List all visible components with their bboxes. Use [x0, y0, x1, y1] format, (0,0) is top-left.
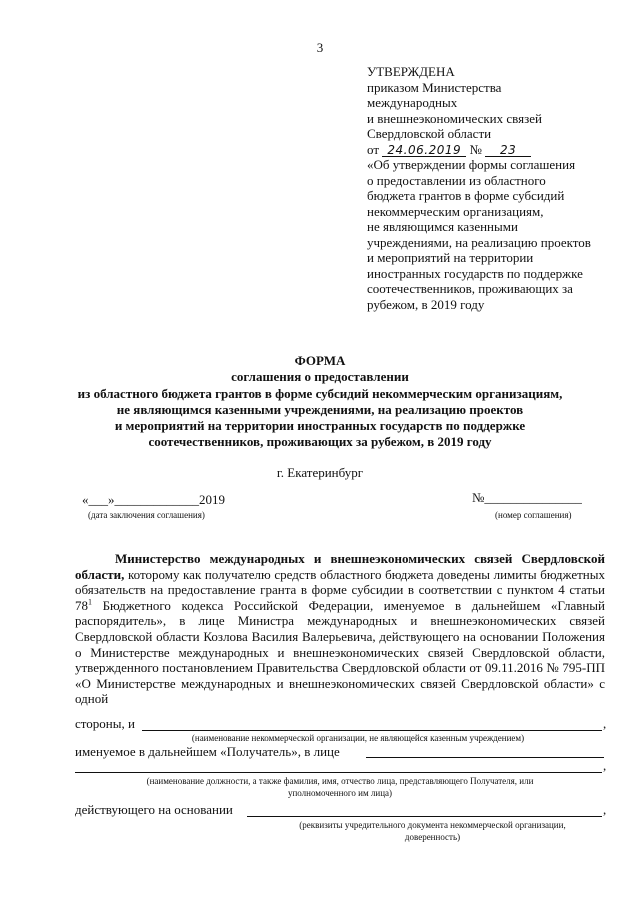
approval-subject-line: и мероприятий на территории — [367, 250, 534, 265]
other-side-label: стороны, и — [75, 716, 135, 731]
approval-date-line — [367, 142, 617, 158]
approval-number: 23 — [485, 144, 531, 157]
basis-caption: доверенность) — [404, 832, 461, 842]
city: г. Екатеринбург — [276, 465, 364, 480]
form-subtitle-line: не являющимся казенными учреждениями, на реализацию проектов — [116, 402, 524, 417]
approval-line: международных — [367, 95, 458, 110]
approval-subject-line: некоммерческим организациям, — [367, 203, 544, 219]
agreement-number-caption: (номер соглашения) — [495, 510, 572, 520]
comma: , — [603, 802, 607, 817]
date-prefix: от — [367, 141, 380, 157]
article-superscript: 1 — [88, 597, 92, 607]
representative-name-blank — [75, 772, 602, 773]
approval-title: УТВЕРЖДЕНА — [367, 64, 455, 79]
organization-name-blank — [142, 730, 602, 731]
approval-subject-line: учреждениями, на реализацию проектов — [367, 234, 591, 250]
number-prefix: № — [469, 141, 482, 157]
approval-block — [367, 64, 617, 312]
page-number: 3 — [316, 40, 324, 55]
organization-caption: (наименование некоммерческой организации, не являющейся казенным учреждением) — [191, 733, 525, 743]
basis-label: действующего на основании — [75, 802, 233, 817]
form-subtitle-line: из областного бюджета грантов в форме субсидий некоммерческим организациям, — [77, 386, 563, 401]
form-subtitle-line: и мероприятий на территории иностранных государств по поддержке — [114, 418, 526, 433]
recipient-representative-blank — [366, 757, 604, 758]
representative-caption: уполномоченного им лица) — [287, 788, 393, 798]
approval-date: 24.06.2019 — [382, 144, 466, 157]
approval-line: Свердловской области — [367, 126, 492, 141]
agreement-number-field: №_______________ — [472, 490, 582, 505]
preamble-text-2: Бюджетного кодекса Российской Федерации, именуемое в дальнейшем «Главный распорядитель», в лице Министра международных и внешнеэкономических связей Свердловской области Козлова Василия Валерьевича, действующего на основании Положения о Министерстве международных и внешнеэкономических связей Свердловской области, утвержденного постановлением Правительства Свердловской области от 09.11.2016 № 795-ПП «О Министерстве международных и внешнеэкономических связей Свердловской области» с одной — [75, 597, 605, 707]
agreement-date-caption: (дата заключения соглашения) — [88, 510, 205, 520]
form-subtitle-line: соотечественников, проживающих за рубежом, в 2019 году — [148, 434, 492, 449]
form-title: ФОРМА — [294, 353, 346, 368]
comma: , — [603, 716, 607, 731]
approval-subject-line: соотечественников, проживающих за — [367, 281, 573, 296]
preamble-text-1: которому как получателю средств областного бюджета доведены лимиты бюджетных обязательств на предоставление гранта в форме субсидии в соответствии с пунктом 4 статьи 78 — [75, 566, 605, 613]
approval-subject-line: рубежом, в 2019 году — [367, 296, 485, 312]
basis-caption: (реквизиты учредительного документа некоммерческой организации, — [299, 820, 566, 830]
form-subtitle-line: соглашения о предоставлении — [231, 369, 409, 384]
approval-subject-line: не являющимся казенными — [367, 219, 518, 234]
approval-line: приказом Министерства — [367, 79, 502, 95]
representative-caption: (наименование должности, а также фамилия, имя, отчество лица, представляющего Получателя, или — [146, 776, 534, 786]
agreement-date-field: «___»_____________2019 — [82, 492, 225, 507]
comma: , — [603, 758, 607, 773]
approval-subject-line: бюджета грантов в форме субсидий — [367, 188, 565, 203]
approval-subject-line: «Об утверждении формы соглашения — [367, 157, 576, 172]
approval-line: и внешнеэкономических связей — [367, 110, 542, 126]
basis-document-blank — [247, 816, 602, 817]
ministry-name: Министерство международных и внешнеэкономических связей Свердловской области, — [75, 551, 605, 582]
agreement-preamble — [75, 551, 605, 707]
recipient-label: именуемое в дальнейшем «Получатель», в лице — [75, 744, 340, 759]
approval-subject-line: о предоставлении из областного — [367, 172, 546, 188]
approval-subject-line: иностранных государств по поддержке — [367, 265, 583, 281]
